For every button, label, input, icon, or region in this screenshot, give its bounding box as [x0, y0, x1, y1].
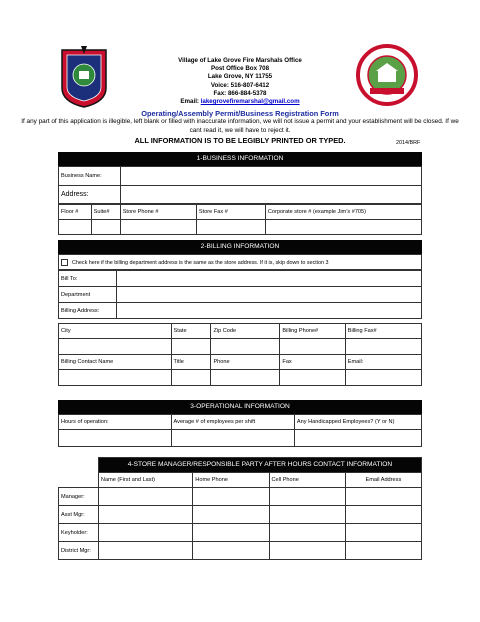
floor-field[interactable]	[59, 220, 92, 235]
voice-line: Voice: 516-807-6412	[210, 81, 270, 89]
billing-phone-field[interactable]	[280, 339, 345, 355]
keyholder-name-field[interactable]	[98, 524, 192, 542]
state-label: State	[171, 324, 211, 339]
employees-label: Average # of employees per shift	[171, 415, 294, 430]
operational-information-section	[58, 400, 422, 447]
contact-name-field[interactable]	[59, 370, 172, 386]
email-label: Email:	[180, 98, 201, 106]
keyholder-cell-phone-field[interactable]	[269, 524, 345, 542]
address-field[interactable]	[120, 186, 421, 204]
manager-email-field[interactable]	[345, 488, 421, 506]
business-table	[58, 166, 422, 204]
email-line	[120, 98, 360, 106]
employees-field[interactable]	[171, 430, 294, 447]
billing-same-text: Check here if the billing department address is the same as the store address. If it is, skip down to section 3	[72, 259, 329, 266]
corporate-store-label: Corporate store # (example Jim’s #705)	[265, 205, 421, 220]
floor-label: Floor #	[59, 205, 92, 220]
corporate-store-field[interactable]	[265, 220, 421, 235]
suite-label: Suite#	[91, 205, 120, 220]
contact-phone-label: Phone	[211, 355, 280, 370]
store-fax-field[interactable]	[196, 220, 265, 235]
hours-label: Hours of operation:	[59, 415, 172, 430]
billing-section-title: 2-BILLING INFORMATION	[58, 240, 422, 254]
billing-phone-label: Billing Phone#	[280, 324, 345, 339]
billing-same-checkbox[interactable]	[61, 259, 68, 266]
manager-title-spacer	[59, 458, 99, 473]
zip-label: Zip Code	[211, 324, 280, 339]
legibility-notice: If any part of this application is illegible, left blank or filled with inaccurate information, we will not issue a permit and your establishment will be closed. If we cant read it, we will have to reject it.	[21, 118, 459, 134]
po-box: Post Office Box 708	[210, 65, 270, 73]
manager-contact-section	[58, 457, 422, 560]
business-name-field[interactable]	[120, 167, 421, 186]
district-mgr-row-label: District Mgr:	[59, 542, 99, 560]
manager-name-field[interactable]	[98, 488, 192, 506]
city-line: Lake Grove, NY 11755	[207, 73, 273, 81]
email-column-label: Email Address	[345, 473, 421, 488]
zip-field[interactable]	[211, 339, 280, 355]
billing-city-table	[58, 323, 422, 386]
handicapped-label: Any Handicapped Employees? (Y or N)	[294, 415, 421, 430]
contact-email-field[interactable]	[345, 370, 421, 386]
manager-row-label: Manager:	[59, 488, 99, 506]
hours-field[interactable]	[59, 430, 172, 447]
business-information-section	[58, 152, 422, 235]
business-name-label: Business Name:	[59, 167, 121, 186]
city-field[interactable]	[59, 339, 172, 355]
manager-cell-phone-field[interactable]	[269, 488, 345, 506]
home-phone-column-label: Home Phone	[193, 473, 269, 488]
billing-address-label: Billing Address:	[59, 303, 117, 319]
office-name: Village of Lake Grove Fire Marshals Office	[178, 57, 302, 64]
billing-fax-label: Billing Fax#	[345, 324, 421, 339]
district-mgr-name-field[interactable]	[98, 542, 192, 560]
asst-mgr-cell-phone-field[interactable]	[269, 506, 345, 524]
cell-phone-column-label: Cell Phone	[269, 473, 345, 488]
billing-fax-field[interactable]	[345, 339, 421, 355]
billing-same-row[interactable]	[59, 255, 422, 270]
asst-mgr-row-label: Asst Mgr:	[59, 506, 99, 524]
village-seal-icon	[356, 44, 418, 106]
keyholder-row-label: Keyholder:	[59, 524, 99, 542]
contact-title-label: Title	[171, 355, 211, 370]
keyholder-home-phone-field[interactable]	[193, 524, 269, 542]
fax-line: Fax: 866-884-5378	[213, 89, 267, 97]
department-field[interactable]	[117, 287, 422, 303]
billing-address-table	[58, 270, 422, 319]
contact-fax-field[interactable]	[280, 370, 345, 386]
contact-fax-label: Fax	[280, 355, 345, 370]
handicapped-field[interactable]	[294, 430, 421, 447]
contact-email-label: Email:	[345, 355, 421, 370]
billing-address-field[interactable]	[117, 303, 422, 319]
department-label: Department	[59, 287, 117, 303]
city-label: City	[59, 324, 172, 339]
printed-notice: ALL INFORMATION IS TO BE LEGIBLY PRINTED OR TYPED.	[134, 136, 346, 145]
form-title: Operating/Assembly Permit/Business Registration Form	[141, 109, 339, 118]
email-link[interactable]: lakegrovefiremarshal@gmail.com	[200, 98, 300, 106]
store-phone-field[interactable]	[120, 220, 196, 235]
form-header	[0, 0, 480, 150]
store-phone-label: Store Phone #	[120, 205, 196, 220]
district-mgr-cell-phone-field[interactable]	[269, 542, 345, 560]
address-label: Address:	[59, 186, 121, 204]
form-version: 2014/BRF	[396, 140, 421, 146]
billing-check-table	[58, 254, 422, 270]
contact-title-field[interactable]	[171, 370, 211, 386]
keyholder-email-field[interactable]	[345, 524, 421, 542]
name-column-label: Name (First and Last)	[98, 473, 192, 488]
fire-marshal-patch-icon	[58, 44, 110, 108]
asst-mgr-email-field[interactable]	[345, 506, 421, 524]
operational-table	[58, 414, 422, 447]
state-field[interactable]	[171, 339, 211, 355]
office-address-block	[120, 57, 360, 106]
store-fax-label: Store Fax #	[196, 205, 265, 220]
manager-header-spacer	[59, 473, 99, 488]
asst-mgr-home-phone-field[interactable]	[193, 506, 269, 524]
operational-section-title: 3-OPERATIONAL INFORMATION	[58, 400, 422, 414]
district-mgr-email-field[interactable]	[345, 542, 421, 560]
contact-phone-field[interactable]	[211, 370, 280, 386]
business-section-title: 1-BUSINESS INFORMATION	[58, 152, 422, 166]
business-contact-table	[58, 204, 422, 235]
bill-to-field[interactable]	[117, 271, 422, 287]
manager-table	[58, 457, 422, 560]
billing-information-section	[58, 240, 422, 386]
contact-name-label: Billing Contact Name	[59, 355, 172, 370]
bill-to-label: Bill To:	[59, 271, 117, 287]
suite-field[interactable]	[91, 220, 120, 235]
asst-mgr-name-field[interactable]	[98, 506, 192, 524]
district-mgr-home-phone-field[interactable]	[193, 542, 269, 560]
manager-section-title: 4-STORE MANAGER/RESPONSIBLE PARTY AFTER HOURS CONTACT INFORMATION	[98, 458, 421, 473]
manager-home-phone-field[interactable]	[193, 488, 269, 506]
